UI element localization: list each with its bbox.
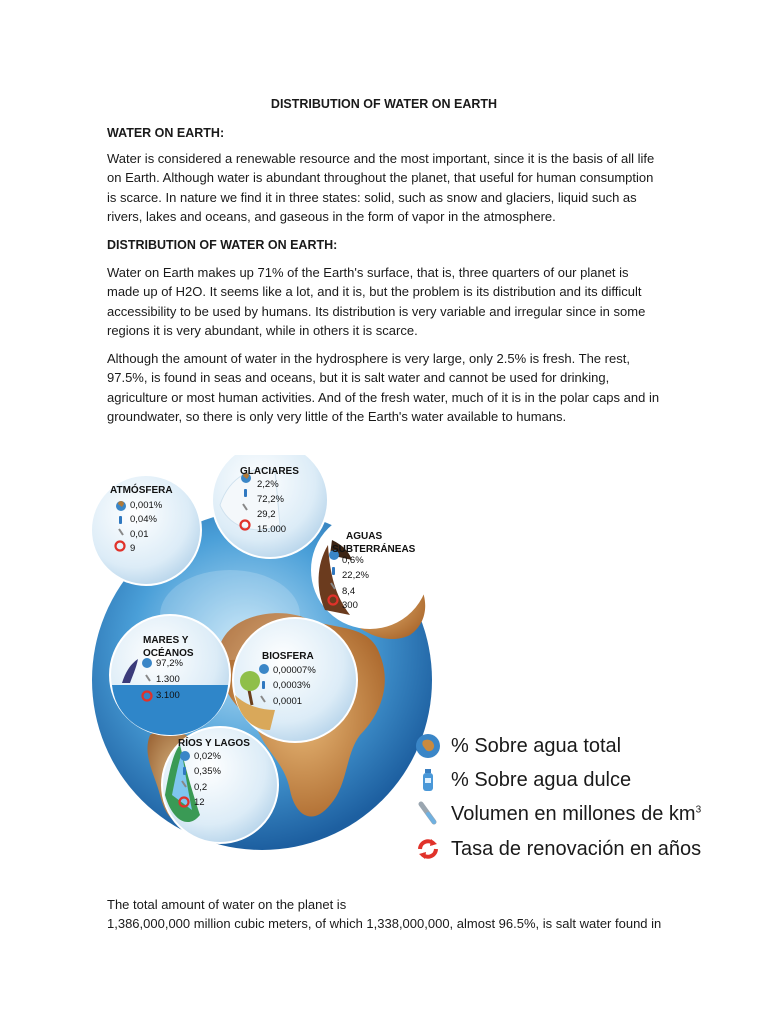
subterraneas-label-1: AGUAS [346,531,383,542]
legend-total [415,730,621,762]
biosfera-label: BIOSFERA [262,651,314,662]
glaciares-tasa: 15.000 [257,524,287,535]
biosfera-dulce: 0,0003% [273,680,311,691]
mares-total: 97,2% [156,658,183,669]
paragraph-freshwater: Although the amount of water in the hydrosphere is very large, only 2.5% is fresh. The rest, 97.5%, is found in seas and oceans, but it is salt water and cannot be used for drinking, agriculture or most human activities. And of the fresh water, much of it is in the polar caps and in groundwater, so there is only very little of the Earth's water available to humans. [107,351,660,424]
legend-volumen-label [451,803,701,826]
test-tube-icon [415,801,441,827]
legend-total-label: % Sobre agua total [451,734,622,757]
glaciares-volumen: 29,2 [257,509,276,520]
rios-tasa: 12 [194,797,205,808]
heading-water-on-earth: WATER ON EARTH: [107,126,225,140]
document-title: DISTRIBUTION OF WATER ON EARTH [270,97,498,111]
legend-volumen [415,798,701,830]
mares-label-2: OCÉANOS [143,648,194,659]
atmosfera-tasa: 9 [130,543,136,554]
mares-volumen: 1.300 [156,674,180,685]
legend-dulce [415,764,631,796]
glaciares-label: GLACIARES [240,466,299,477]
atmosfera-label: ATMÓSFERA [110,485,173,496]
legend-volumen-text: Volumen en millones de km [451,802,696,825]
subterraneas-volumen: 8,4 [342,586,356,597]
glaciares-dulce: 72,2% [257,494,284,505]
paragraph-distribution: Water on Earth makes up 71% of the Earth's surface, that is, three quarters of our planet is made up of H2O. It seems like a lot, and it is, but the problem is its distribution and its difficult accessibility to be used by humans. Its distribution is very variable and irregular since in some regions it is very abundant, while in others it is scarce. [107,265,646,338]
biosfera-total: 0,00007% [273,665,316,676]
legend-dulce-label: % Sobre agua dulce [451,768,632,791]
legend-tasa-label: Tasa de renovación en años [451,837,702,860]
atmosfera-volumen: 0,01 [130,529,149,540]
atmosfera-total: 0,001% [130,500,163,511]
heading-distribution: DISTRIBUTION OF WATER ON EARTH: [107,238,338,252]
paragraph-total-line2: 1,386,000,000 million cubic meters, of which 1,338,000,000, almost 96.5%, is salt water found in [107,916,662,931]
rios-volumen: 0,2 [194,782,208,793]
atmosfera-dulce: 0,04% [130,514,157,525]
subterraneas-label-2: SUBTERRÁNEAS [332,544,416,555]
subterraneas-dulce: 22,2% [342,570,369,581]
legend-volumen-superscript: 3 [695,803,702,815]
water-distribution-infographic [80,455,720,875]
globe-icon [415,733,441,759]
subterraneas-tasa: 300 [342,600,358,611]
paragraph-total-line1: The total amount of water on the planet is [107,897,347,912]
subterraneas-total: 0,6% [342,555,364,566]
renewal-cycle-icon [415,836,441,862]
mares-tasa: 3.100 [156,690,180,701]
paragraph-intro: Water is considered a renewable resource and the most important, since it is the basis of all life on Earth. Although water is abundant throughout the planet, that useful for human consumption is scarce. In nature we find it in three states: solid, such as snow and glaciers, liquid such as rivers, lakes and oceans, and gaseous in the form of vapor in the atmosphere. [107,151,655,224]
rios-dulce: 0,35% [194,766,221,777]
legend-tasa [415,833,701,865]
rios-label: RÍOS Y LAGOS [178,738,250,749]
water-bottle-icon [415,767,441,793]
glaciares-total: 2,2% [257,479,279,490]
rios-total: 0,02% [194,751,221,762]
mares-label-1: MARES Y [143,635,189,646]
biosfera-volumen: 0,0001 [273,696,303,707]
